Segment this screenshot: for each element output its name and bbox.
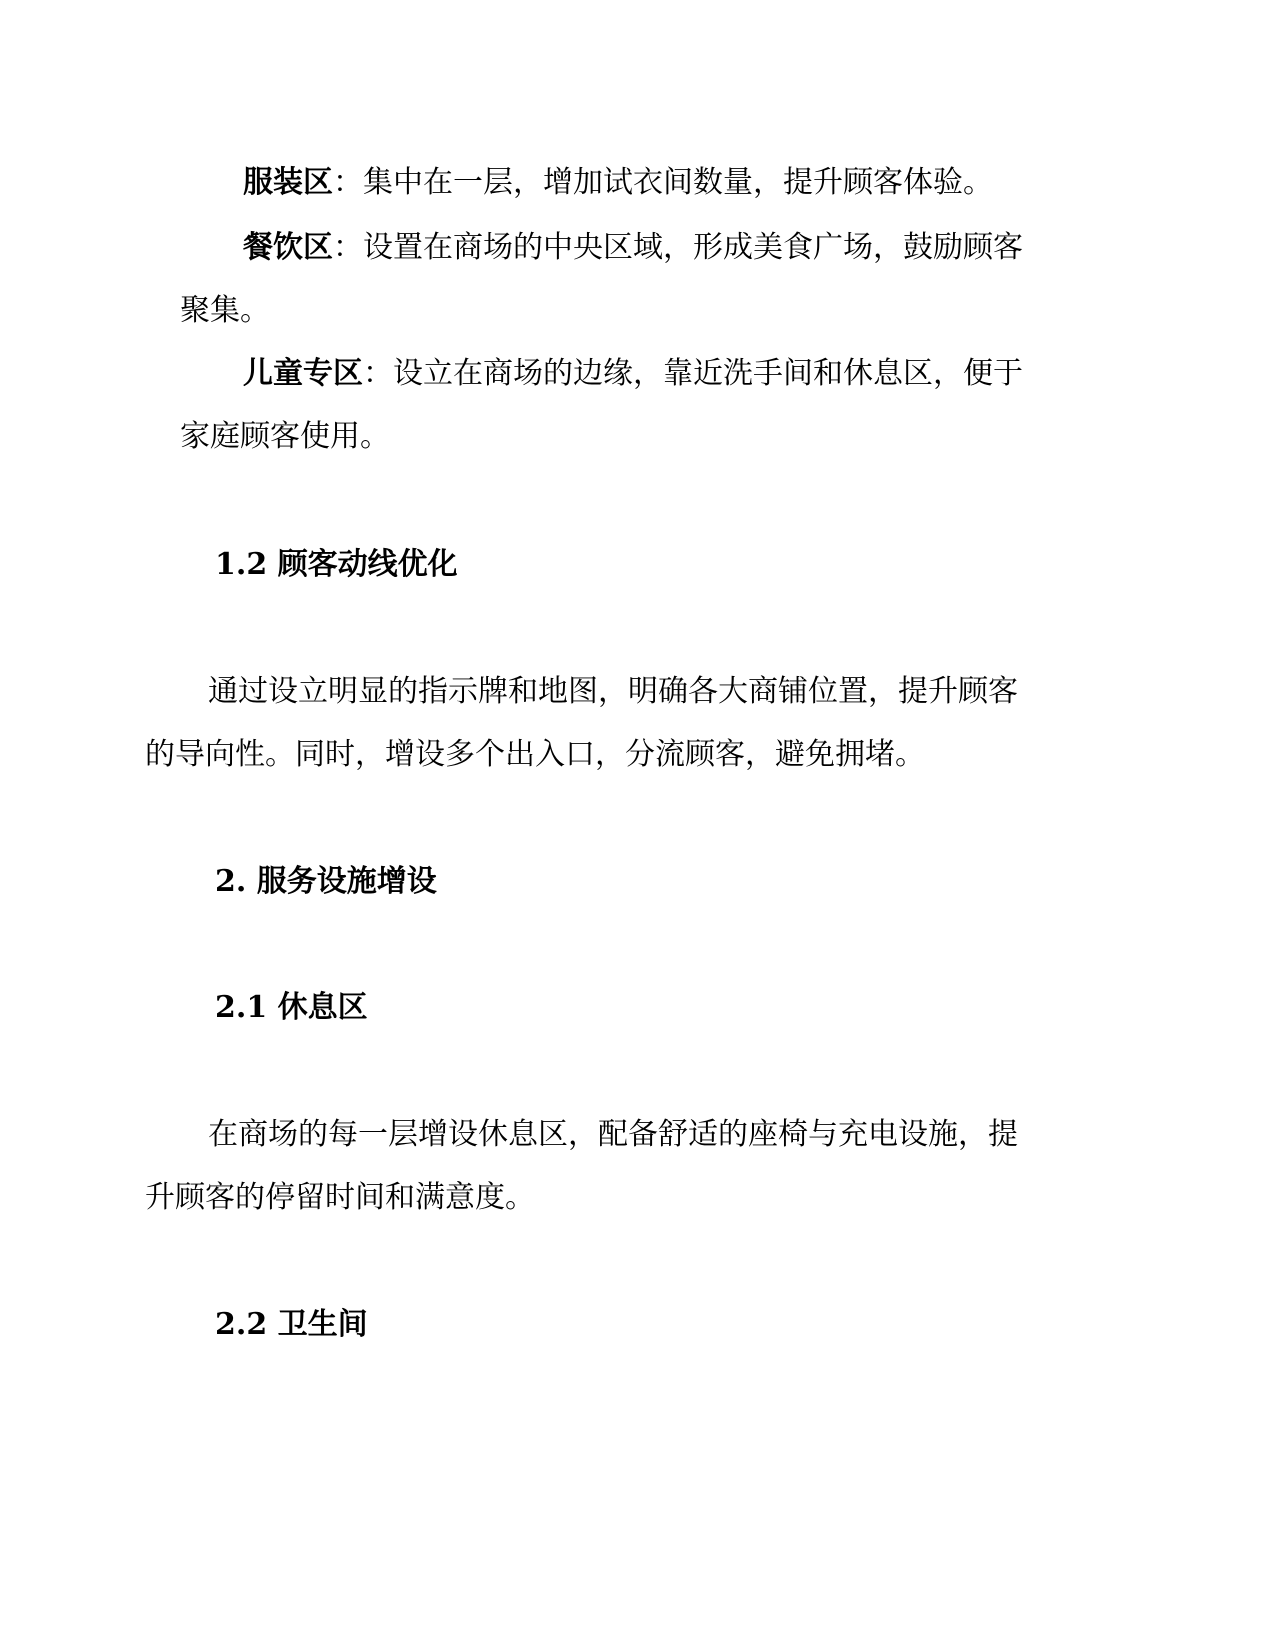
dining-zone-label: 餐饮区: [243, 230, 333, 265]
section-2-2-heading: 2.2 卫生间: [215, 1307, 368, 1342]
clothing-zone-text: ：集中在一层，增加试衣间数量，提升顾客体验。: [333, 165, 993, 200]
section-2-heading: 2. 服务设施增设: [215, 864, 437, 899]
dining-zone-text-1: ：设置在商场的中央区域，形成美食广场，鼓励顾客: [333, 230, 1023, 265]
section-1-2-para-line-1: 通过设立明显的指示牌和地图，明确各大商铺位置，提升顾客: [208, 674, 1018, 709]
dining-zone-line-2: [180, 291, 270, 331]
kids-zone-text-2: 家庭顾客使用。: [180, 419, 390, 454]
kids-zone-line-1: [243, 354, 1023, 394]
kids-zone-text-1: ：设立在商场的边缘，靠近洗手间和休息区，便于: [363, 356, 1023, 391]
section-2-1-para-line-2: 升顾客的停留时间和满意度。: [145, 1180, 535, 1215]
dining-zone-text-2: 聚集。: [180, 293, 270, 328]
section-2-1-heading: 2.1 休息区: [215, 990, 368, 1025]
section-1-2-heading: 1.2 顾客动线优化: [215, 547, 458, 582]
clothing-zone-line: [243, 163, 993, 203]
kids-zone-line-2: [180, 417, 390, 457]
dining-zone-line-1: [243, 228, 1023, 268]
clothing-zone-label: 服装区: [243, 165, 333, 200]
section-2-1-para-line-1: 在商场的每一层增设休息区，配备舒适的座椅与充电设施，提: [208, 1117, 1018, 1152]
kids-zone-label: 儿童专区: [243, 356, 363, 391]
section-1-2-para-line-2: 的导向性。同时，增设多个出入口，分流顾客，避免拥堵。: [145, 737, 925, 772]
